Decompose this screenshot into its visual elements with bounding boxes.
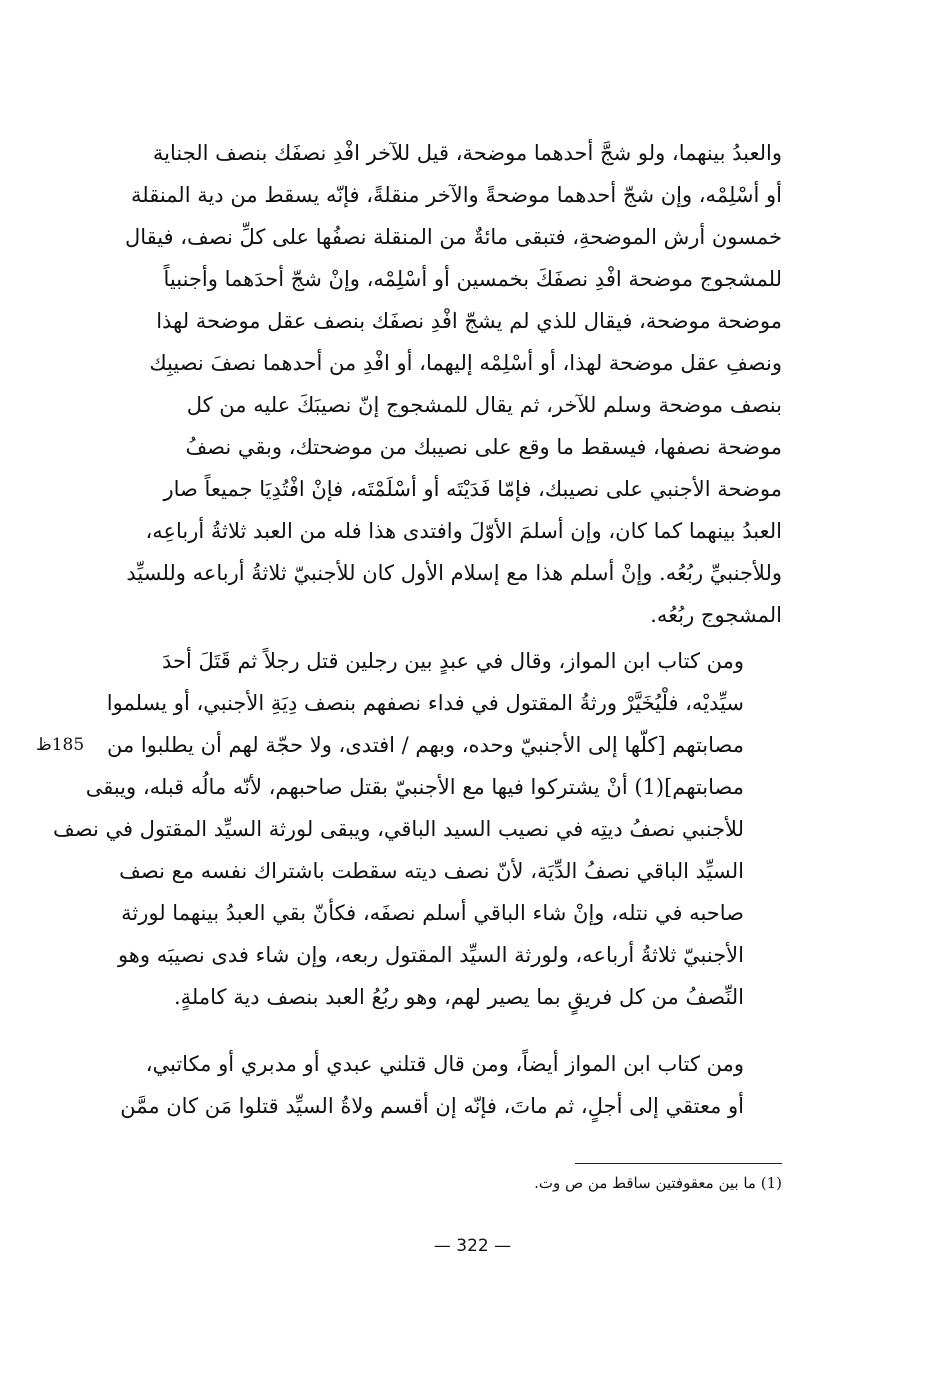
text-line: للمشجوج موضحة افْدِ نصفَكَ بخمسين أو أسْلِمْه، وإنْ شجّ أحدَهما وأجنبياً: [163, 267, 782, 291]
text-line: سيِّديْه، فلْيُخَيَّرْ ورثةُ المقتول في فداء نصفهم بنصف دِيَةِ الأجنبي، أو يسلموا: [106, 691, 744, 715]
text-line: موضحة الأجنبي على نصيبك، فإمّا فَدَيْتَه أو أسْلَمْتَه، فإنْ افْتُدِيَا جميعاً صار: [163, 477, 782, 501]
text-line: خمسون أرش الموضحةِ، فتبقى مائةٌ من المنقلة نصفُها على كلِّ نصف، فيقال: [124, 225, 782, 249]
text-line: بنصف موضحة وسلم للآخر، ثم يقال للمشجوج إنّ نصيبَكَ عليه من كل: [186, 393, 782, 417]
text-line: ومن كتاب ابن المواز، وقال في عبدٍ بين رجلين قتل رجلاً ثم قَتَلَ أحدَ: [161, 649, 744, 673]
text-line: مصابتهم [كلّها إلى الأجنبيّ وحده، وبهم / افتدى، ولا حجّة لهم أن يطلبوا من: [107, 733, 744, 757]
margin-folio-note: 185ظ: [36, 735, 85, 755]
text-line: والعبدُ بينهما، ولو شجَّ أحدهما موضحة، قيل للآخر افْدِ نصفَك بنصف الجناية: [152, 141, 782, 165]
footnote-separator: [575, 1163, 782, 1164]
text-line: أو معتقي إلى أجلٍ، ثم ماتَ، فإنّه إن أقسم ولاةُ السيِّد قتلوا مَن كان ممَّن: [120, 1094, 744, 1118]
text-line: وللأجنبيِّ ربُعُه. وإنْ أسلم هذا مع إسلام الأول كان للأجنبيّ ثلاثةُ أرباعه وللسيِّد: [126, 561, 782, 585]
text-line: أو أسْلِمْه، وإن شجّ أحدهما موضحةً والآخر منقلةً، فإنّه يسقط من دية المنقلة: [130, 183, 782, 207]
paragraph-3: [118, 1043, 782, 1127]
text-line: موضحة نصفها، فيسقط ما وقع على نصيبك من موضحتك، وبقي نصفُ: [185, 435, 782, 459]
text-line: السيِّد الباقي نصفُ الدِّيَة، لأنّ نصف ديته سقطت باشتراك نفسه مع نصف: [119, 859, 744, 883]
text-line: الأجنبيّ ثلاثةُ أرباعه، ولورثة السيِّد المقتول ربعه، وإن شاء فدى نصيبَه وهو: [117, 943, 744, 967]
paragraph-1: [118, 132, 782, 636]
text-line: مصابتهم](1) أنْ يشتركوا فيها مع الأجنبيّ بقتل صاحبهم، لأنّه مالُه قبله، ويبقى: [85, 775, 744, 799]
text-line: موضحة موضحة، فيقال للذي لم يشجّ افْدِ نصفَك بنصف عقل موضحة لهذا: [156, 309, 782, 333]
text-line: صاحبه في نتله، وإنْ شاء الباقي أسلم نصفَه، فكأنّ بقي العبدُ بينهما لورثة: [121, 901, 744, 925]
footnote: (1) ما بين معقوفتين ساقط من ص وت.: [534, 1174, 782, 1192]
text-line: العبدُ بينهما كما كان، وإن أسلمَ الأوّلَ وافتدى هذا فله من العبد ثلاثةُ أرباعِه،: [145, 519, 782, 543]
text-line: النِّصفُ من كل فريقٍ بما يصير لهم، وهو ربُعُ العبد بنصف دية كاملةٍ.: [173, 985, 744, 1009]
text-line: ومن كتاب ابن المواز أيضاً، ومن قال قتلني عبدي أو مدبري أو مكاتبي،: [145, 1052, 744, 1076]
text-line: المشجوج ربُعُه.: [650, 603, 782, 627]
text-line: للأجنبي نصفُ ديتِه في نصيب السيد الباقي، ويبقى لورثة السيِّد المقتول في نصف: [53, 817, 744, 841]
text-line: ونصفِ عقل موضحة لهذا، أو أسْلِمْه إليهما، أو افْدِ من أحدهما نصفَ نصيبِك: [149, 351, 782, 375]
page-number: — 322 —: [433, 1236, 512, 1256]
